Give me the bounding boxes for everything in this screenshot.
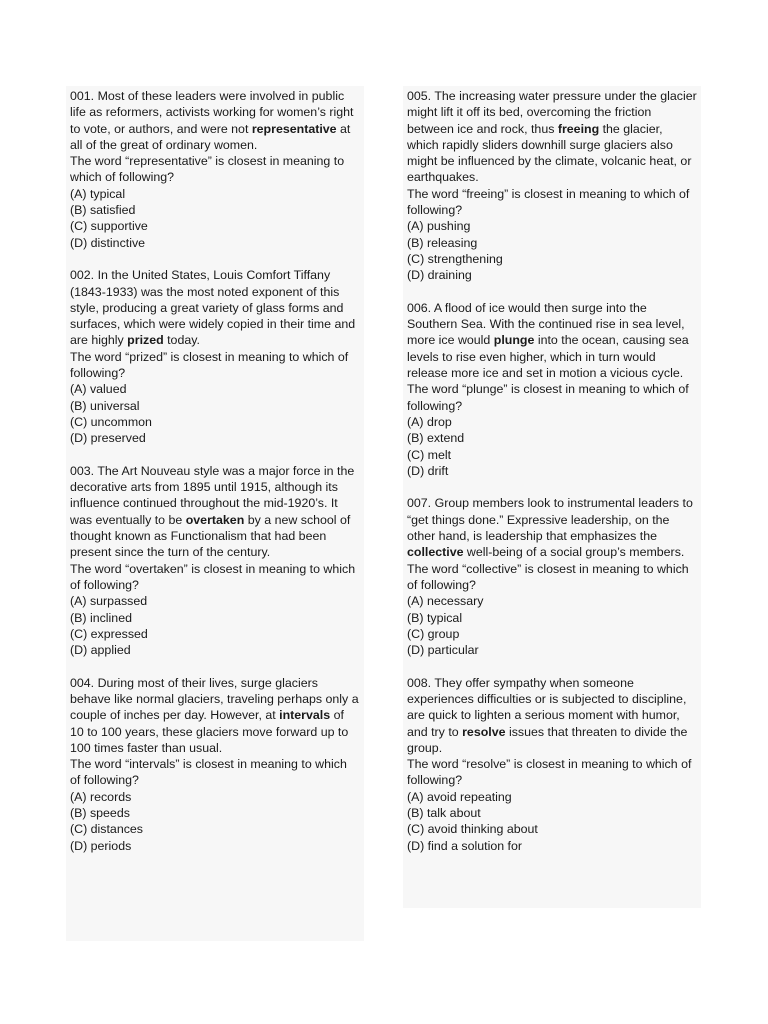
question-prompt: The word “plunge” is closest in meaning to which of following? bbox=[407, 382, 689, 413]
question-passage: 008. They offer sympathy when someone experiences difficulties or is subjected to discipline, are quick to lighten a serious moment with humor, and try to resolve issues that threaten to divide the group. bbox=[407, 675, 688, 755]
question-prompt: The word “resolve” is closest in meaning to which of following? bbox=[407, 757, 692, 788]
answer-option: (B) universal bbox=[70, 398, 140, 413]
question-number: 001. bbox=[70, 89, 95, 103]
question-number: 005. bbox=[407, 89, 432, 103]
left-column bbox=[66, 86, 364, 941]
answer-option: (C) uncommon bbox=[70, 414, 152, 429]
answer-option: (A) drop bbox=[407, 414, 452, 429]
answer-option: (A) valued bbox=[70, 382, 127, 397]
question-keyword: prized bbox=[127, 333, 164, 348]
question-prompt: The word “overtaken” is closest in meaning to which of following? bbox=[70, 561, 356, 592]
answer-option: (C) group bbox=[407, 626, 460, 641]
answer-option: (D) periods bbox=[70, 838, 132, 853]
answer-option: (B) extend bbox=[407, 431, 465, 446]
question-prompt: The word “intervals” is closest in meaning to which of following? bbox=[70, 757, 347, 788]
answer-option: (C) strengthening bbox=[407, 251, 503, 266]
question-keyword: plunge bbox=[493, 333, 535, 348]
question-prompt: The word “representative” is closest in meaning to which of following? bbox=[70, 154, 345, 185]
answer-option: (A) pushing bbox=[407, 219, 471, 234]
answer-option: (B) inclined bbox=[70, 610, 132, 625]
answer-option: (B) speeds bbox=[70, 806, 130, 821]
answer-option: (B) typical bbox=[407, 610, 463, 625]
question-passage: 003. The Art Nouveau style was a major force in the decorative arts from 1895 until 1915, although its influence continued throughout the mid-1920’s. It was eventually to be overtaken by a new school of thought known as Functionalism that had been present since the turn of the century. bbox=[70, 463, 355, 560]
question-number: 006. bbox=[407, 300, 432, 315]
question-008 bbox=[407, 675, 697, 854]
question-passage: 004. During most of their lives, surge glaciers behave like normal glaciers, traveling perhaps only a couple of inches per day. However, at intervals of 10 to 100 years, these glaciers move forward up to 100 times faster than usual. bbox=[70, 675, 359, 755]
answer-option: (D) distinctive bbox=[70, 235, 146, 250]
question-passage: 007. Group members look to instrumental leaders to “get things done.” Expressive leadership, on the other hand, is leadership that emphasizes the collective well-being of a social group’s members. bbox=[407, 496, 693, 560]
question-prompt: The word “prized” is closest in meaning to which of following? bbox=[70, 349, 349, 381]
answer-option: (C) melt bbox=[407, 447, 452, 462]
answer-option: (D) drift bbox=[407, 463, 449, 478]
question-006 bbox=[407, 300, 697, 479]
question-number: 008. bbox=[407, 675, 432, 690]
question-number: 007. bbox=[407, 496, 432, 511]
answer-option: (C) avoid thinking about bbox=[407, 822, 538, 837]
question-001 bbox=[70, 88, 360, 251]
answer-option: (A) typical bbox=[70, 186, 126, 201]
answer-option: (D) particular bbox=[407, 643, 479, 658]
answer-option: (A) records bbox=[70, 789, 132, 804]
answer-option: (A) surpassed bbox=[70, 594, 148, 609]
question-passage: 001. Most of these leaders were involved in public life as reformers, activists working for women’s right to vote, or authors, and were not representative at all of the great of ordinary women. bbox=[70, 89, 354, 152]
answer-option: (B) talk about bbox=[407, 806, 481, 821]
question-keyword: resolve bbox=[462, 724, 506, 739]
question-keyword: intervals bbox=[279, 708, 331, 723]
question-number: 003. bbox=[70, 463, 95, 478]
right-column bbox=[403, 86, 701, 908]
question-keyword: representative bbox=[251, 121, 337, 136]
question-keyword: collective bbox=[407, 545, 464, 560]
answer-option: (D) find a solution for bbox=[407, 838, 523, 853]
question-prompt: The word “collective” is closest in meaning to which of following? bbox=[407, 561, 689, 592]
question-002 bbox=[70, 267, 360, 446]
question-number: 004. bbox=[70, 675, 95, 690]
question-passage: 005. The increasing water pressure under the glacier might lift it off its bed, overcoming the friction between ice and rock, thus freeing the glacier, which rapidly sliders downhill surge glaciers also might be influenced by the climate, volcanic heat, or earthquakes. bbox=[407, 89, 697, 185]
answer-option: (B) releasing bbox=[407, 235, 478, 250]
answer-option: (C) expressed bbox=[70, 626, 148, 641]
answer-option: (D) draining bbox=[407, 268, 472, 283]
answer-option: (C) distances bbox=[70, 822, 143, 837]
question-passage: 002. In the United States, Louis Comfort Tiffany (1843-1933) was the most noted exponent of this style, producing a great variety of glass forms and surfaces, which were widely copied in their time and are highly prized today. bbox=[70, 268, 356, 348]
question-007 bbox=[407, 495, 697, 658]
question-prompt: The word “freeing” is closest in meaning to which of following? bbox=[407, 186, 690, 218]
answer-option: (B) satisfied bbox=[70, 203, 136, 218]
question-004 bbox=[70, 675, 360, 854]
question-passage: 006. A flood of ice would then surge into the Southern Sea. With the continued rise in sea level, more ice would plunge into the ocean, causing sea levels to rise even higher, which in turn would release more ice and set in motion a vicious cycle. bbox=[407, 300, 689, 381]
answer-option: (D) applied bbox=[70, 643, 131, 658]
question-005 bbox=[407, 88, 697, 284]
answer-option: (C) supportive bbox=[70, 219, 148, 234]
question-003 bbox=[70, 463, 360, 659]
answer-option: (A) necessary bbox=[407, 594, 484, 609]
question-keyword: overtaken bbox=[185, 512, 245, 527]
answer-option: (A) avoid repeating bbox=[407, 789, 512, 804]
answer-option: (D) preserved bbox=[70, 431, 146, 446]
question-number: 002. bbox=[70, 268, 95, 283]
question-keyword: freeing bbox=[557, 121, 600, 136]
